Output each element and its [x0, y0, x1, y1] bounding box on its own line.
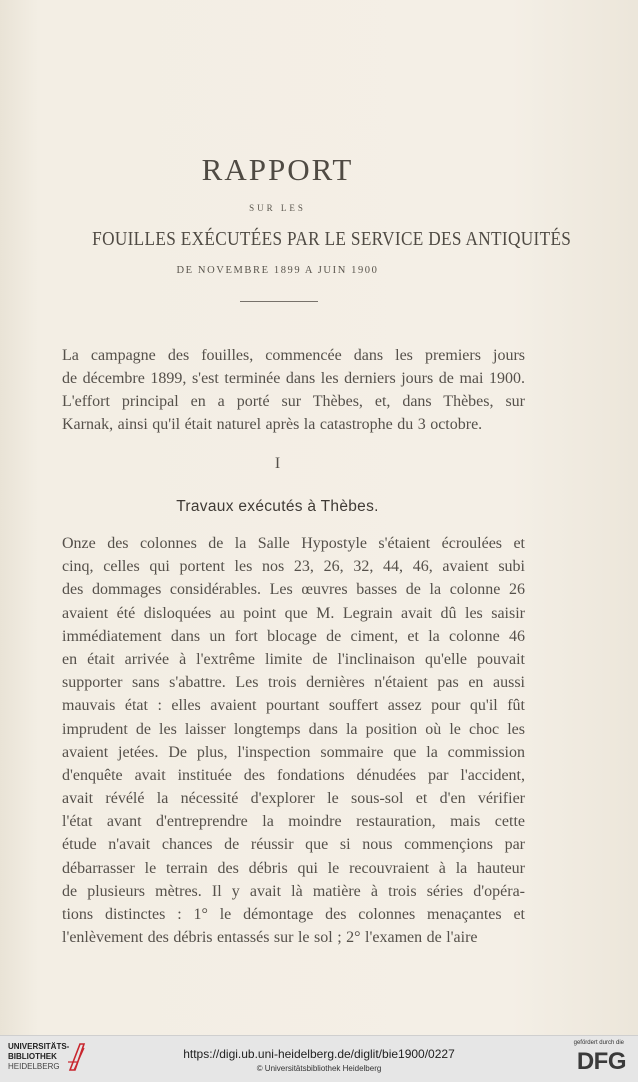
- library-name-line2: BIBLIOTHEK: [8, 1052, 57, 1061]
- text-line: avaient jetées. De plus, l'inspection sommaire que la commission: [62, 743, 525, 761]
- text-line: étude n'avait chances de réussir que si nous commençions par: [62, 836, 525, 854]
- text-line: des dommages considérables. Les œuvres basses de la colonne 26: [62, 581, 525, 599]
- text-line: La campagne des fouilles, commencée dans les premiers jours: [62, 347, 525, 364]
- body-paragraph: [62, 532, 525, 949]
- text-line: de plusieurs mètres. Il y avait là matière à trois séries d'opéra-: [62, 882, 525, 900]
- library-name-line1: UNIVERSITÄTS-: [8, 1042, 70, 1051]
- dfg-logo[interactable]: DFG: [576, 1048, 626, 1075]
- copyright-notice: © Universitätsbibliothek Heidelberg: [256, 1064, 382, 1073]
- text-line: Karnak, ainsi qu'il était naturel après la catastrophe du 3 octobre.: [62, 416, 483, 433]
- text-line: Onze des colonnes de la Salle Hypostyle s'étaient écroulées et: [62, 535, 525, 552]
- text-line: L'effort principal en a porté sur Thèbes, et, dans Thèbes, sur: [62, 393, 525, 410]
- document-title: RAPPORT: [201, 152, 354, 187]
- text-line: avait révélé la nécessité d'explorer le sous-sol et d'en vérifier: [62, 790, 525, 808]
- text-line: avaient été disloquées au point que M. Legrain avait dû les saisir: [62, 604, 525, 622]
- text-line: supporter sans s'abattre. Les trois dernières n'étaient pas en aussi: [62, 674, 525, 692]
- text-line: l'enlèvement des débris entassés sur le sol ; 2° l'examen de l'aire: [62, 929, 478, 947]
- subtitle-main: FOUILLES EXÉCUTÉES PAR LE SERVICE DES ANTIQUITÉS: [92, 228, 572, 250]
- text-line: mauvais état : elles avaient pourtant souffert assez pour qu'il fût: [62, 697, 525, 715]
- section-title: Travaux exécutés à Thèbes.: [176, 498, 379, 515]
- intro-paragraph: [62, 344, 525, 436]
- text-line: l'état avant d'entreprendre la moindre restauration, mais cette: [62, 813, 525, 831]
- text-line: de décembre 1899, s'est terminée dans les derniers jours de mai 1900.: [62, 370, 525, 387]
- text-line: d'enquête avait instituée des fondations dénudées par l'accident,: [62, 766, 525, 784]
- subtitle-small: SUR LES: [249, 203, 306, 213]
- text-line: débarrasser le terrain des débris qui le recouvraient à la hauteur: [62, 859, 525, 877]
- text-line: immédiatement dans un fort blocage de ciment, et la colonne 46: [62, 627, 525, 645]
- date-range: DE NOVEMBRE 1899 A JUIN 1900: [176, 265, 379, 276]
- permalink-url[interactable]: https://digi.ub.uni-heidelberg.de/diglit/bie1900/0227: [183, 1047, 455, 1061]
- section-number: I: [274, 455, 281, 472]
- text-line: en était arrivée à l'extrême limite de l'inclinaison qu'elle pouvait: [62, 650, 525, 668]
- library-name-line3: HEIDELBERG: [8, 1062, 60, 1071]
- text-line: cinq, celles qui portent les nos 23, 26, 32, 44, 46, avaient subi: [62, 558, 525, 576]
- funder-caption: gefördert durch die: [573, 1040, 624, 1046]
- viewer-footer: [0, 1035, 638, 1082]
- text-line: tions distinctes : 1° le démontage des colonnes menaçantes et: [62, 906, 525, 923]
- title-divider: [240, 301, 318, 302]
- text-line: imprudent de les laisser longtemps dans la position où le choc les: [62, 720, 525, 738]
